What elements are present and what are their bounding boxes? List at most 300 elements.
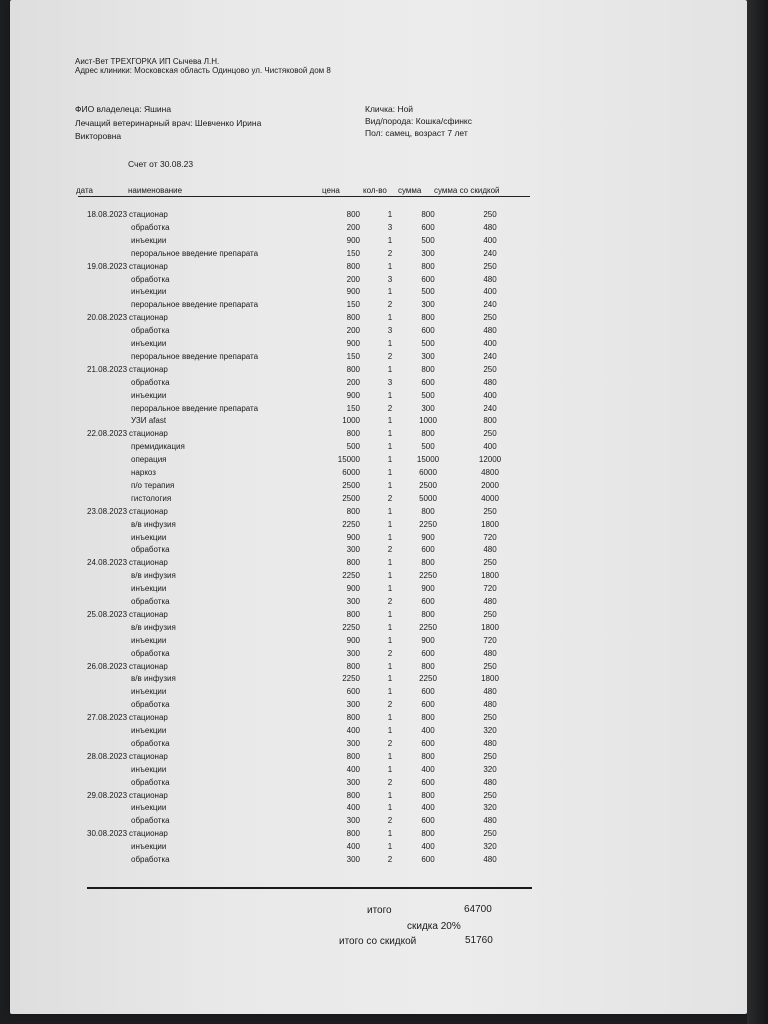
doctor-name: Лечащий ветеринарный врач: Шевченко Ирина bbox=[75, 118, 262, 128]
row-quantity: 1 bbox=[387, 571, 393, 581]
row-price: 800 bbox=[346, 429, 360, 439]
row-service-name: стационар bbox=[129, 790, 168, 800]
row-sum: 300 bbox=[421, 248, 435, 258]
row-service-name: гистология bbox=[131, 493, 172, 503]
row-price: 800 bbox=[346, 829, 360, 839]
row-service-name: пероральное введение препарата bbox=[131, 351, 259, 361]
row-quantity: 2 bbox=[387, 777, 393, 787]
row-date: 24.08.2023 bbox=[87, 558, 128, 568]
row-price: 300 bbox=[346, 777, 360, 787]
table-row bbox=[10, 738, 747, 751]
table-row bbox=[10, 325, 747, 338]
row-service-name: пероральное введение препарата bbox=[131, 403, 259, 413]
row-service-name: в/в инфузия bbox=[131, 571, 176, 581]
row-service-name: пероральное введение препарата bbox=[131, 248, 259, 258]
table-row bbox=[10, 403, 747, 416]
row-discounted-sum: 250 bbox=[483, 506, 497, 516]
row-price: 800 bbox=[346, 713, 360, 723]
total-value: 64700 bbox=[464, 904, 492, 915]
row-discounted-sum: 480 bbox=[483, 222, 497, 232]
row-service-name: пероральное введение препарата bbox=[131, 300, 259, 310]
table-row bbox=[10, 286, 747, 299]
row-quantity: 1 bbox=[387, 235, 393, 245]
row-sum: 15000 bbox=[416, 455, 440, 465]
row-service-name: обработка bbox=[131, 648, 170, 658]
clinic-name: Аист-Вет ТРЕХГОРКА ИП Сычева Л.Н. bbox=[75, 57, 220, 66]
row-sum: 800 bbox=[421, 506, 435, 516]
row-quantity: 3 bbox=[387, 326, 393, 336]
row-discounted-sum: 250 bbox=[483, 364, 497, 374]
row-quantity: 1 bbox=[387, 261, 393, 271]
row-price: 2250 bbox=[342, 519, 360, 529]
table-row bbox=[10, 274, 747, 287]
row-service-name: в/в инфузия bbox=[131, 519, 176, 529]
table-row bbox=[10, 802, 747, 815]
row-sum: 2250 bbox=[419, 622, 437, 632]
row-date: 19.08.2023 bbox=[87, 261, 128, 271]
table-row bbox=[10, 596, 747, 609]
table-row bbox=[10, 583, 747, 596]
row-sum: 2250 bbox=[419, 571, 437, 581]
row-discounted-sum: 320 bbox=[483, 764, 497, 774]
row-sum: 600 bbox=[421, 274, 435, 284]
row-discounted-sum: 480 bbox=[483, 738, 497, 748]
row-price: 150 bbox=[346, 351, 360, 361]
row-sum: 800 bbox=[421, 429, 435, 439]
row-sum: 500 bbox=[421, 390, 435, 400]
row-price: 1000 bbox=[342, 416, 360, 426]
invoice-title: Счет от 30.08.23 bbox=[128, 159, 194, 169]
row-price: 800 bbox=[346, 558, 360, 568]
row-discounted-sum: 12000 bbox=[478, 455, 502, 465]
col-header-sum: сумма bbox=[398, 186, 422, 195]
row-price: 300 bbox=[346, 816, 360, 826]
row-price: 400 bbox=[346, 803, 360, 813]
row-discounted-sum: 250 bbox=[483, 713, 497, 723]
col-header-qty: кол-во bbox=[363, 186, 387, 195]
clinic-address: Адрес клиники: Московская область Одинцово ул. Чистяковой дом 8 bbox=[75, 66, 331, 75]
row-sum: 300 bbox=[421, 351, 435, 361]
row-sum: 6000 bbox=[419, 468, 437, 477]
row-price: 150 bbox=[346, 403, 360, 413]
table-row bbox=[10, 351, 747, 364]
row-quantity: 2 bbox=[387, 351, 393, 361]
row-service-name: инъекции bbox=[131, 635, 167, 645]
row-service-name: УЗИ afast bbox=[131, 416, 167, 426]
row-discounted-sum: 250 bbox=[483, 261, 497, 271]
row-discounted-sum: 480 bbox=[483, 377, 497, 387]
table-row bbox=[10, 635, 747, 648]
table-row bbox=[10, 519, 747, 532]
table-row bbox=[10, 454, 747, 467]
row-quantity: 1 bbox=[387, 429, 393, 439]
row-date: 20.08.2023 bbox=[87, 313, 128, 323]
row-quantity: 1 bbox=[387, 313, 393, 323]
row-quantity: 2 bbox=[387, 700, 393, 710]
row-sum: 800 bbox=[421, 210, 435, 219]
table-row bbox=[10, 312, 747, 325]
row-quantity: 2 bbox=[387, 738, 393, 748]
row-sum: 800 bbox=[421, 313, 435, 323]
table-row bbox=[10, 751, 747, 764]
row-sum: 400 bbox=[421, 726, 435, 735]
row-quantity: 1 bbox=[387, 622, 393, 632]
row-discounted-sum: 480 bbox=[483, 326, 497, 336]
row-service-name: обработка bbox=[131, 222, 170, 232]
row-discounted-sum: 400 bbox=[483, 235, 497, 245]
table-row bbox=[10, 467, 747, 480]
row-discounted-sum: 4800 bbox=[481, 468, 499, 477]
row-service-name: стационар bbox=[129, 506, 168, 516]
row-sum: 400 bbox=[421, 803, 435, 813]
row-quantity: 1 bbox=[387, 842, 393, 852]
row-quantity: 1 bbox=[387, 416, 393, 426]
row-date: 18.08.2023 bbox=[87, 210, 128, 219]
row-service-name: премидикация bbox=[131, 442, 185, 452]
row-price: 600 bbox=[346, 687, 360, 697]
row-price: 2500 bbox=[342, 493, 360, 503]
row-price: 300 bbox=[346, 648, 360, 658]
table-row bbox=[10, 209, 747, 222]
table-row bbox=[10, 570, 747, 583]
row-discounted-sum: 250 bbox=[483, 609, 497, 619]
row-quantity: 1 bbox=[387, 687, 393, 697]
row-service-name: инъекции bbox=[131, 764, 167, 774]
row-quantity: 2 bbox=[387, 493, 393, 503]
row-service-name: обработка bbox=[131, 326, 170, 336]
row-discounted-sum: 720 bbox=[483, 584, 497, 594]
row-service-name: инъекции bbox=[131, 390, 167, 400]
row-quantity: 1 bbox=[387, 635, 393, 645]
row-sum: 500 bbox=[421, 235, 435, 245]
row-price: 2500 bbox=[342, 480, 360, 490]
total-discounted-label: итого со скидкой bbox=[339, 936, 417, 947]
row-discounted-sum: 480 bbox=[483, 687, 497, 697]
row-sum: 600 bbox=[421, 855, 435, 864]
row-service-name: инъекции bbox=[131, 687, 167, 697]
row-quantity: 1 bbox=[387, 390, 393, 400]
row-discounted-sum: 240 bbox=[483, 300, 497, 310]
row-quantity: 1 bbox=[387, 506, 393, 516]
table-row bbox=[10, 648, 747, 661]
row-date: 29.08.2023 bbox=[87, 790, 128, 800]
table-row bbox=[10, 661, 747, 674]
col-header-date: дата bbox=[76, 186, 93, 195]
row-sum: 800 bbox=[421, 364, 435, 374]
row-service-name: стационар bbox=[129, 313, 168, 323]
owner-name: ФИО владелеца: Яшина bbox=[75, 104, 172, 114]
row-quantity: 1 bbox=[387, 339, 393, 348]
row-service-name: инъекции bbox=[131, 235, 167, 245]
row-service-name: обработка bbox=[131, 777, 170, 787]
table-row bbox=[10, 699, 747, 712]
row-quantity: 2 bbox=[387, 855, 393, 864]
row-sum: 800 bbox=[421, 790, 435, 800]
row-date: 25.08.2023 bbox=[87, 609, 128, 619]
row-price: 300 bbox=[346, 855, 360, 864]
row-quantity: 2 bbox=[387, 403, 393, 413]
row-sum: 600 bbox=[421, 738, 435, 748]
row-service-name: обработка bbox=[131, 738, 170, 748]
row-date: 23.08.2023 bbox=[87, 506, 128, 516]
row-price: 300 bbox=[346, 738, 360, 748]
row-quantity: 1 bbox=[387, 584, 393, 594]
row-quantity: 3 bbox=[387, 222, 393, 232]
row-price: 150 bbox=[346, 248, 360, 258]
row-price: 2250 bbox=[342, 622, 360, 632]
table-row bbox=[10, 544, 747, 557]
row-quantity: 1 bbox=[387, 829, 393, 839]
row-quantity: 2 bbox=[387, 816, 393, 826]
row-date: 30.08.2023 bbox=[87, 829, 128, 839]
row-discounted-sum: 480 bbox=[483, 816, 497, 826]
row-quantity: 1 bbox=[387, 455, 393, 465]
row-quantity: 1 bbox=[387, 803, 393, 813]
row-price: 800 bbox=[346, 364, 360, 374]
table-row bbox=[10, 686, 747, 699]
row-discounted-sum: 1800 bbox=[481, 571, 499, 581]
table-row bbox=[10, 764, 747, 777]
row-sum: 600 bbox=[421, 545, 435, 555]
row-sum: 800 bbox=[421, 261, 435, 271]
table-row bbox=[10, 428, 747, 441]
row-service-name: наркоз bbox=[131, 468, 156, 477]
row-quantity: 1 bbox=[387, 364, 393, 374]
row-price: 800 bbox=[346, 210, 360, 219]
row-service-name: обработка bbox=[131, 700, 170, 710]
table-row bbox=[10, 222, 747, 235]
table-row bbox=[10, 854, 747, 867]
row-quantity: 1 bbox=[387, 287, 393, 297]
row-sum: 1000 bbox=[419, 416, 437, 426]
row-service-name: инъекции bbox=[131, 842, 167, 852]
pet-sex-age: Пол: самец, возраст 7 лет bbox=[365, 128, 468, 138]
total-discounted-value: 51760 bbox=[465, 935, 493, 946]
row-service-name: в/в инфузия bbox=[131, 622, 176, 632]
row-sum: 400 bbox=[421, 764, 435, 774]
pet-name: Кличка: Ной bbox=[365, 104, 414, 114]
row-price: 900 bbox=[346, 584, 360, 594]
row-price: 900 bbox=[346, 390, 360, 400]
row-price: 300 bbox=[346, 700, 360, 710]
table-row bbox=[10, 299, 747, 312]
header-divider bbox=[78, 196, 530, 197]
row-service-name: стационар bbox=[129, 713, 168, 723]
col-header-price: цена bbox=[322, 186, 340, 195]
row-quantity: 1 bbox=[387, 609, 393, 619]
row-sum: 600 bbox=[421, 777, 435, 787]
row-discounted-sum: 1800 bbox=[481, 622, 499, 632]
total-label: итого bbox=[367, 905, 392, 916]
row-quantity: 2 bbox=[387, 597, 393, 606]
row-price: 400 bbox=[346, 764, 360, 774]
row-discounted-sum: 320 bbox=[483, 726, 497, 735]
row-discounted-sum: 250 bbox=[483, 313, 497, 323]
row-price: 300 bbox=[346, 545, 360, 555]
row-service-name: инъекции bbox=[131, 584, 167, 594]
row-sum: 2500 bbox=[419, 480, 437, 490]
table-row bbox=[10, 777, 747, 790]
row-sum: 600 bbox=[421, 377, 435, 387]
row-sum: 2250 bbox=[419, 674, 437, 684]
row-price: 2250 bbox=[342, 571, 360, 581]
table-row bbox=[10, 364, 747, 377]
row-quantity: 2 bbox=[387, 300, 393, 310]
row-discounted-sum: 250 bbox=[483, 210, 497, 219]
row-discounted-sum: 240 bbox=[483, 351, 497, 361]
table-row bbox=[10, 841, 747, 854]
row-price: 800 bbox=[346, 313, 360, 323]
table-row bbox=[10, 673, 747, 686]
screen-edge bbox=[747, 0, 768, 1024]
row-price: 900 bbox=[346, 339, 360, 348]
row-discounted-sum: 480 bbox=[483, 700, 497, 710]
row-sum: 5000 bbox=[419, 493, 437, 503]
row-discounted-sum: 320 bbox=[483, 803, 497, 813]
row-discounted-sum: 720 bbox=[483, 635, 497, 645]
row-service-name: стационар bbox=[129, 261, 168, 271]
row-discounted-sum: 400 bbox=[483, 390, 497, 400]
row-quantity: 2 bbox=[387, 545, 393, 555]
row-sum: 600 bbox=[421, 648, 435, 658]
row-sum: 800 bbox=[421, 661, 435, 671]
invoice-page bbox=[10, 0, 747, 1014]
table-row bbox=[10, 235, 747, 248]
row-quantity: 1 bbox=[387, 532, 393, 542]
row-discounted-sum: 1800 bbox=[481, 674, 499, 684]
col-header-name: наименование bbox=[128, 186, 183, 195]
row-service-name: обработка bbox=[131, 855, 170, 864]
row-date: 22.08.2023 bbox=[87, 429, 128, 439]
row-sum: 300 bbox=[421, 300, 435, 310]
row-price: 15000 bbox=[337, 455, 360, 465]
row-quantity: 1 bbox=[387, 442, 393, 452]
row-price: 300 bbox=[346, 597, 360, 606]
col-header-discounted: сумма со скидкой bbox=[434, 186, 500, 195]
row-discounted-sum: 250 bbox=[483, 661, 497, 671]
row-service-name: инъекции bbox=[131, 532, 167, 542]
row-quantity: 1 bbox=[387, 468, 393, 477]
row-service-name: инъекции bbox=[131, 803, 167, 813]
row-price: 400 bbox=[346, 842, 360, 852]
row-sum: 400 bbox=[421, 842, 435, 852]
row-service-name: инъекции bbox=[131, 339, 167, 348]
row-service-name: стационар bbox=[129, 751, 168, 761]
row-price: 200 bbox=[346, 222, 360, 232]
row-service-name: обработка bbox=[131, 377, 170, 387]
row-discounted-sum: 800 bbox=[483, 416, 497, 426]
row-discounted-sum: 480 bbox=[483, 545, 497, 555]
doctor-name-cont: Викторовна bbox=[75, 131, 122, 141]
row-price: 400 bbox=[346, 726, 360, 735]
row-discounted-sum: 240 bbox=[483, 248, 497, 258]
table-row bbox=[10, 493, 747, 506]
row-sum: 800 bbox=[421, 829, 435, 839]
pet-species: Вид/порода: Кошка/сфинкс bbox=[365, 116, 472, 126]
row-service-name: в/в инфузия bbox=[131, 674, 176, 684]
row-service-name: стационар bbox=[129, 661, 168, 671]
row-quantity: 1 bbox=[387, 210, 393, 219]
row-discounted-sum: 250 bbox=[483, 829, 497, 839]
table-row bbox=[10, 248, 747, 261]
table-row bbox=[10, 557, 747, 570]
row-sum: 500 bbox=[421, 339, 435, 348]
row-sum: 500 bbox=[421, 442, 435, 452]
row-sum: 600 bbox=[421, 700, 435, 710]
row-quantity: 1 bbox=[387, 764, 393, 774]
row-quantity: 1 bbox=[387, 790, 393, 800]
discount-label: скидка 20% bbox=[407, 921, 461, 932]
row-discounted-sum: 480 bbox=[483, 777, 497, 787]
row-service-name: стационар bbox=[129, 210, 168, 219]
row-sum: 800 bbox=[421, 558, 435, 568]
row-quantity: 1 bbox=[387, 519, 393, 529]
row-service-name: п/о терапия bbox=[131, 480, 175, 490]
table-row bbox=[10, 506, 747, 519]
row-discounted-sum: 480 bbox=[483, 274, 497, 284]
row-price: 800 bbox=[346, 751, 360, 761]
row-discounted-sum: 480 bbox=[483, 648, 497, 658]
row-price: 200 bbox=[346, 274, 360, 284]
row-date: 27.08.2023 bbox=[87, 713, 128, 723]
row-quantity: 1 bbox=[387, 558, 393, 568]
row-sum: 900 bbox=[421, 635, 435, 645]
row-sum: 900 bbox=[421, 532, 435, 542]
row-price: 200 bbox=[346, 326, 360, 336]
row-price: 800 bbox=[346, 261, 360, 271]
row-discounted-sum: 480 bbox=[483, 855, 497, 864]
row-discounted-sum: 250 bbox=[483, 429, 497, 439]
row-price: 900 bbox=[346, 287, 360, 297]
row-service-name: стационар bbox=[129, 429, 168, 439]
row-price: 900 bbox=[346, 635, 360, 645]
row-sum: 600 bbox=[421, 222, 435, 232]
row-discounted-sum: 250 bbox=[483, 558, 497, 568]
row-price: 800 bbox=[346, 609, 360, 619]
row-discounted-sum: 720 bbox=[483, 532, 497, 542]
row-discounted-sum: 250 bbox=[483, 751, 497, 761]
row-service-name: стационар bbox=[129, 364, 168, 374]
row-quantity: 3 bbox=[387, 377, 393, 387]
row-quantity: 1 bbox=[387, 751, 393, 761]
table-row bbox=[10, 480, 747, 493]
row-price: 150 bbox=[346, 300, 360, 310]
row-price: 500 bbox=[346, 442, 360, 452]
row-quantity: 1 bbox=[387, 480, 393, 490]
table-row bbox=[10, 415, 747, 428]
row-quantity: 1 bbox=[387, 713, 393, 723]
row-quantity: 1 bbox=[387, 661, 393, 671]
row-price: 800 bbox=[346, 661, 360, 671]
table-row bbox=[10, 390, 747, 403]
row-sum: 900 bbox=[421, 584, 435, 594]
table-row bbox=[10, 815, 747, 828]
row-date: 21.08.2023 bbox=[87, 364, 128, 374]
row-service-name: обработка bbox=[131, 274, 170, 284]
row-sum: 600 bbox=[421, 597, 435, 606]
row-sum: 800 bbox=[421, 609, 435, 619]
row-discounted-sum: 250 bbox=[483, 790, 497, 800]
row-sum: 600 bbox=[421, 816, 435, 826]
totals-divider bbox=[87, 887, 532, 889]
row-price: 900 bbox=[346, 532, 360, 542]
row-service-name: обработка bbox=[131, 816, 170, 826]
row-discounted-sum: 4000 bbox=[481, 493, 499, 503]
table-row bbox=[10, 441, 747, 454]
row-service-name: инъекции bbox=[131, 726, 167, 735]
row-quantity: 3 bbox=[387, 274, 393, 284]
row-price: 2250 bbox=[342, 674, 360, 684]
